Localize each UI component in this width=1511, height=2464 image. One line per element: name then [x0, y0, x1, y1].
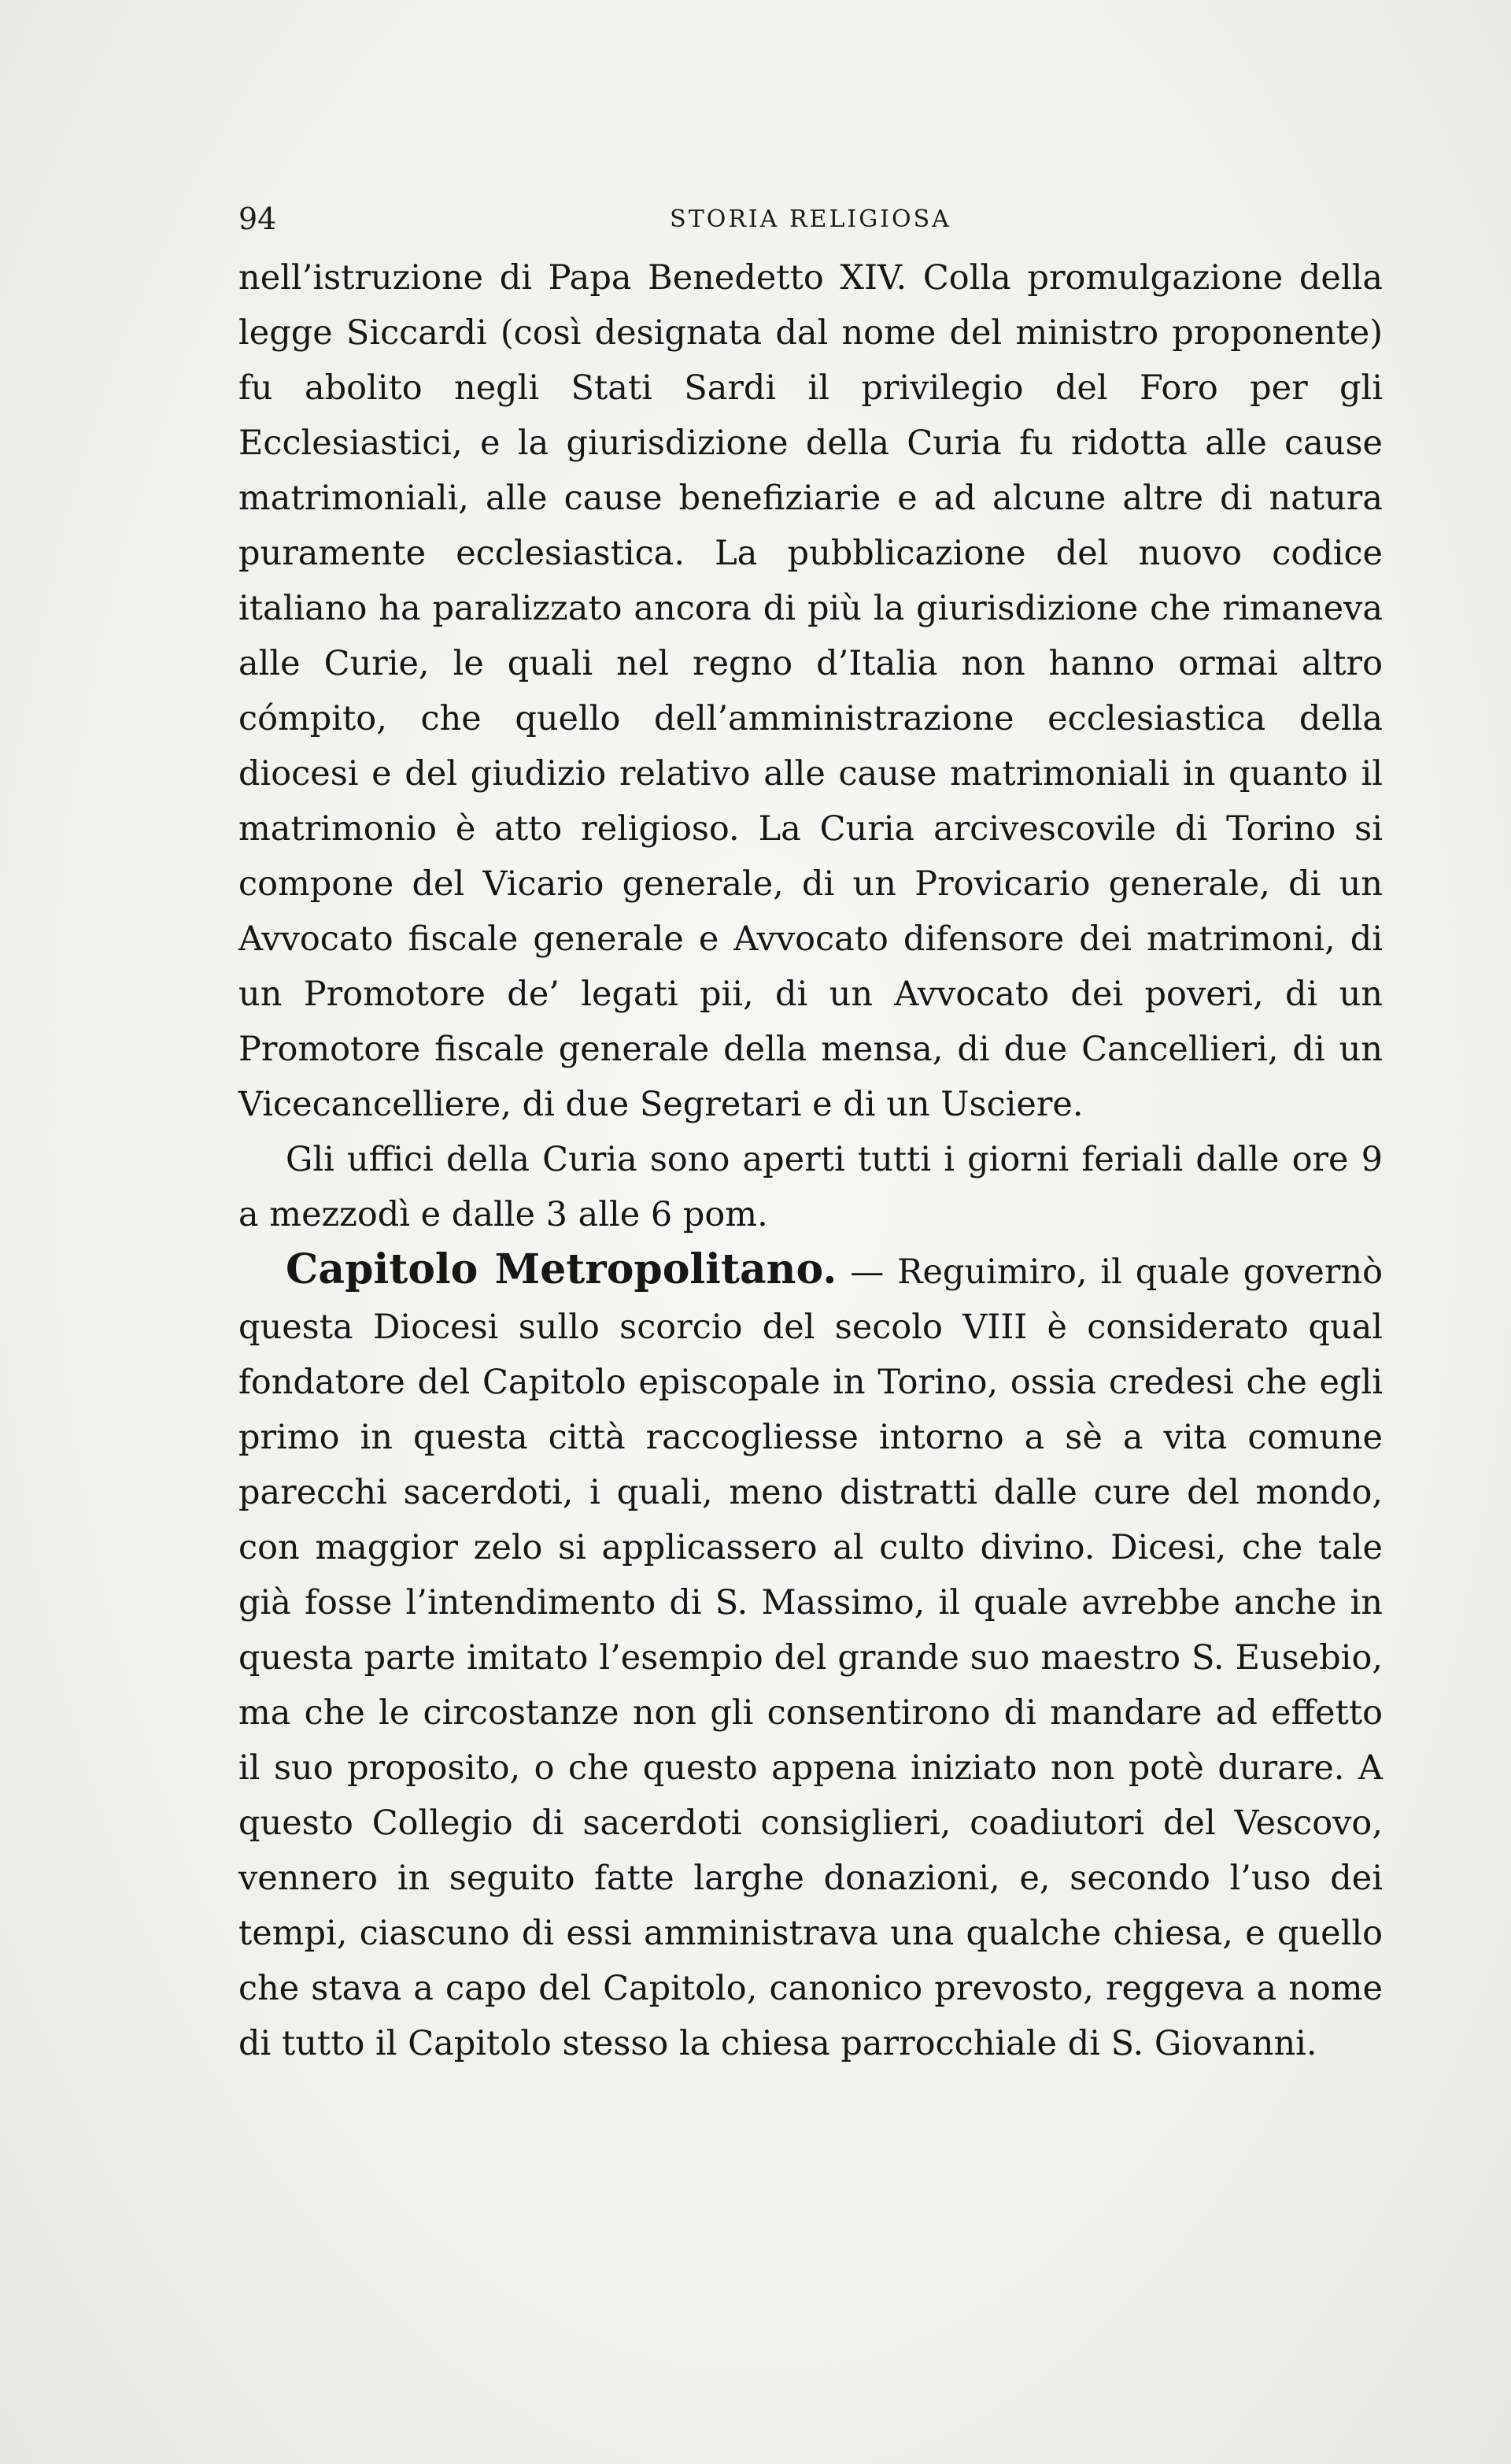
running-title: STORIA RELIGIOSA — [670, 205, 951, 233]
page-number: 94 — [238, 202, 277, 236]
page-header — [238, 202, 1383, 236]
paragraph-office-hours: Gli uffici della Curia sono aperti tutti i giorni feriali dalle ore 9 a mezzodì e dalle 3 alle 6 pom. — [238, 1140, 1383, 1234]
section-capitolo — [238, 1242, 1383, 2071]
section-text: — Reguimiro, il quale governò questa Diocesi sullo scorcio del secolo VIII è considerato qual fondatore del Capitolo episcopale in Torino, ossia credesi che egli primo in questa città raccogliesse intorno a sè a vita comune parecchi sacerdoti, i quali, meno distratti dalle cure del mondo, con maggior zelo si applicassero al culto divino. Dicesi, che tale già fosse l’intendimento di S. Massimo, il quale avrebbe anche in questa parte imitato l’esempio del grande suo maestro S. Eusebio, ma che le circostanze non gli consentirono di mandare ad effetto il suo proposito, o che questo appena iniziato non potè durare. A questo Collegio di sacerdoti consiglieri, coadiutori del Vescovo, vennero in seguito fatte larghe donazioni, e, secondo l’uso dei tempi, ciascuno di essi amministrava una qualche chiesa, e quello che stava a capo del Capitolo, canonico prevosto, reggeva a nome di tutto il Capitolo stesso la chiesa parrocchiale di S. Giovanni. — [238, 1252, 1384, 2063]
section-title: Capitolo Metropolitano. — [286, 1245, 837, 1293]
paragraph-curia: nell’istruzione di Papa Benedetto XIV. Colla promulgazione della legge Siccardi (così designata dal nome del ministro proponente) fu abolito negli Stati Sardi il privilegio del Foro per gli Ecclesiastici, e la giurisdizione della Curia fu ridotta alle cause matrimoniali, alle cause benefiziarie e ad alcune altre di natura puramente ecclesiastica. La pubblicazione del nuovo codice italiano ha paralizzato ancora di più la giurisdizione che rimaneva alle Curie, le quali nel regno d’Italia non hanno ormai altro cómpito, che quello dell’amministrazione ecclesiastica della diocesi e del giudizio relativo alle cause matrimoniali in quanto il matrimonio è atto religioso. La Curia arcivescovile di Torino si compone del Vicario generale, di un Provicario generale, di un Avvocato fiscale generale e Avvocato difensore dei matrimoni, di un Promotore de’ legati pii, di un Avvocato dei poveri, di un Promotore fiscale generale della mensa, di due Cancellieri, di un Vicecancelliere, di due Segretari e di un Usciere. — [238, 258, 1383, 1124]
page-body — [238, 250, 1383, 2071]
